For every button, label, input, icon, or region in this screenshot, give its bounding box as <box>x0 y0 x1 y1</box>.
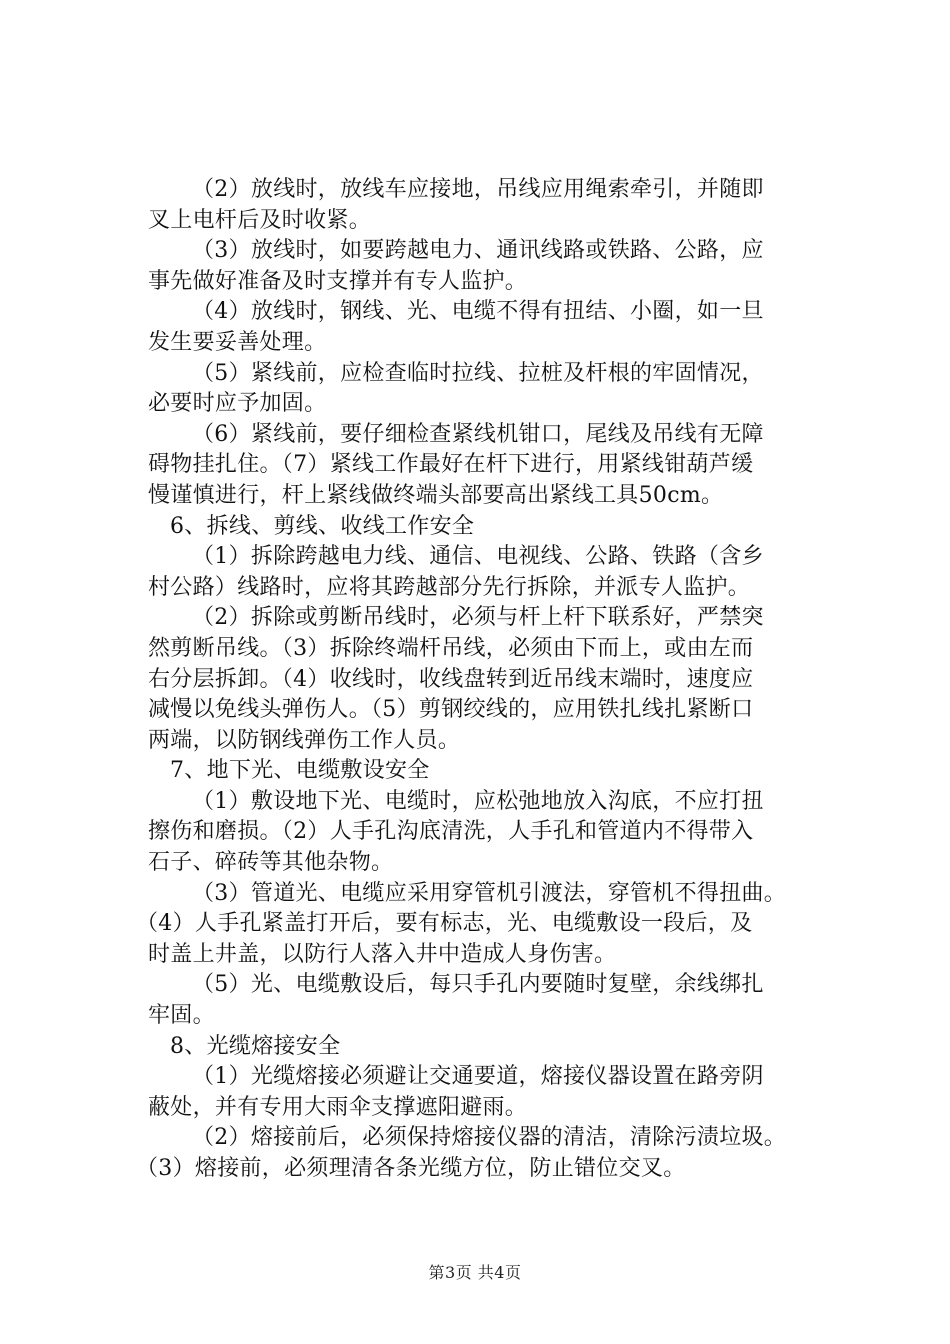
paragraph-line: 村公路）线路时，应将其跨越部分先行拆除，并派专人监护。 <box>148 574 751 600</box>
paragraph-line: （1）拆除跨越电力线、通信、电视线、公路、铁路（含乡 <box>192 544 764 570</box>
section-heading: 6、拆线、剪线、收线工作安全 <box>170 513 475 539</box>
section-heading: 7、地下光、电缆敷设安全 <box>170 758 430 784</box>
paragraph-line: （2）放线时，放线车应接地，吊线应用绳索牵引，并随即 <box>192 177 764 202</box>
paragraph-line: 慢谨慎进行，杆上紧线做终端头部要高出紧线工具50cm。 <box>148 482 724 508</box>
paragraph-line: 减慢以免线头弹伤人。（5）剪钢绞线的，应用铁扎线扎紧断口 <box>148 697 754 723</box>
document-body <box>136 175 848 1185</box>
paragraph-line: （1）光缆熔接必须避让交通要道，熔接仪器设置在路旁阴 <box>192 1064 764 1090</box>
paragraph-line: （4）人手孔紧盖打开后，要有标志，光、电缆敷设一段后，及 <box>136 911 753 937</box>
paragraph-line: 右分层拆卸。（4）收线时，收线盘转到近吊线末端时，速度应 <box>148 666 754 692</box>
paragraph-line: （3）管道光、电缆应采用穿管机引渡法，穿管机不得扭曲。 <box>192 880 787 906</box>
paragraph-line: 发生要妥善处理。 <box>148 329 327 355</box>
section-heading: 8、光缆熔接安全 <box>170 1033 341 1059</box>
paragraph-line: 碍物挂扎住。（7）紧线工作最好在杆下进行，用紧线钳葫芦缓 <box>148 452 754 478</box>
paragraph-line: 牢固。 <box>148 1003 215 1029</box>
paragraph-line: 两端，以防钢线弹伤工作人员。 <box>148 727 461 753</box>
paragraph-line: 蔽处，并有专用大雨伞支撑遮阳避雨。 <box>148 1094 528 1120</box>
paragraph-line: 石子、碎砖等其他杂物。 <box>148 850 394 876</box>
paragraph-line: （2）拆除或剪断吊线时，必须与杆上杆下联系好，严禁突 <box>192 605 764 631</box>
paragraph-line: 擦伤和磨损。（2）人手孔沟底清洗，人手孔和管道内不得带入 <box>148 819 754 845</box>
paragraph-line: （3）放线时，如要跨越电力、通讯线路或铁路、公路，应 <box>192 238 764 264</box>
paragraph-line: （2）熔接前后，必须保持熔接仪器的清洁，清除污渍垃圾。 <box>192 1125 787 1151</box>
paragraph-line: （6）紧线前，要仔细检查紧线机钳口，尾线及吊线有无障 <box>192 421 764 447</box>
paragraph-line: 事先做好准备及时支撑并有专人监护。 <box>148 268 528 294</box>
paragraph-line: （5）光、电缆敷设后，每只手孔内要随时复壁，余线绑扎 <box>192 972 764 998</box>
paragraph-line: （5）紧线前，应检查临时拉线、拉桩及杆根的牢固情况， <box>192 360 764 386</box>
paragraph-line: （3）熔接前，必须理清各条光缆方位，防止错位交叉。 <box>136 1156 686 1181</box>
paragraph-line: （1）敷设地下光、电缆时，应松弛地放入沟底，不应打扭 <box>192 788 764 814</box>
paragraph-line: （4）放线时，钢线、光、电缆不得有扭结、小圈，如一旦 <box>192 299 764 325</box>
paragraph-line: 然剪断吊线。（3）拆除终端杆吊线，必须由下而上，或由左而 <box>148 635 754 661</box>
paragraph-line: 叉上电杆后及时收紧。 <box>148 207 372 233</box>
paragraph-line: 必要时应予加固。 <box>148 391 327 417</box>
paragraph-line: 时盖上井盖，以防行人落入井中造成人身伤害。 <box>148 941 617 967</box>
page-number-footer: 第3页 共4页 <box>428 1263 522 1282</box>
